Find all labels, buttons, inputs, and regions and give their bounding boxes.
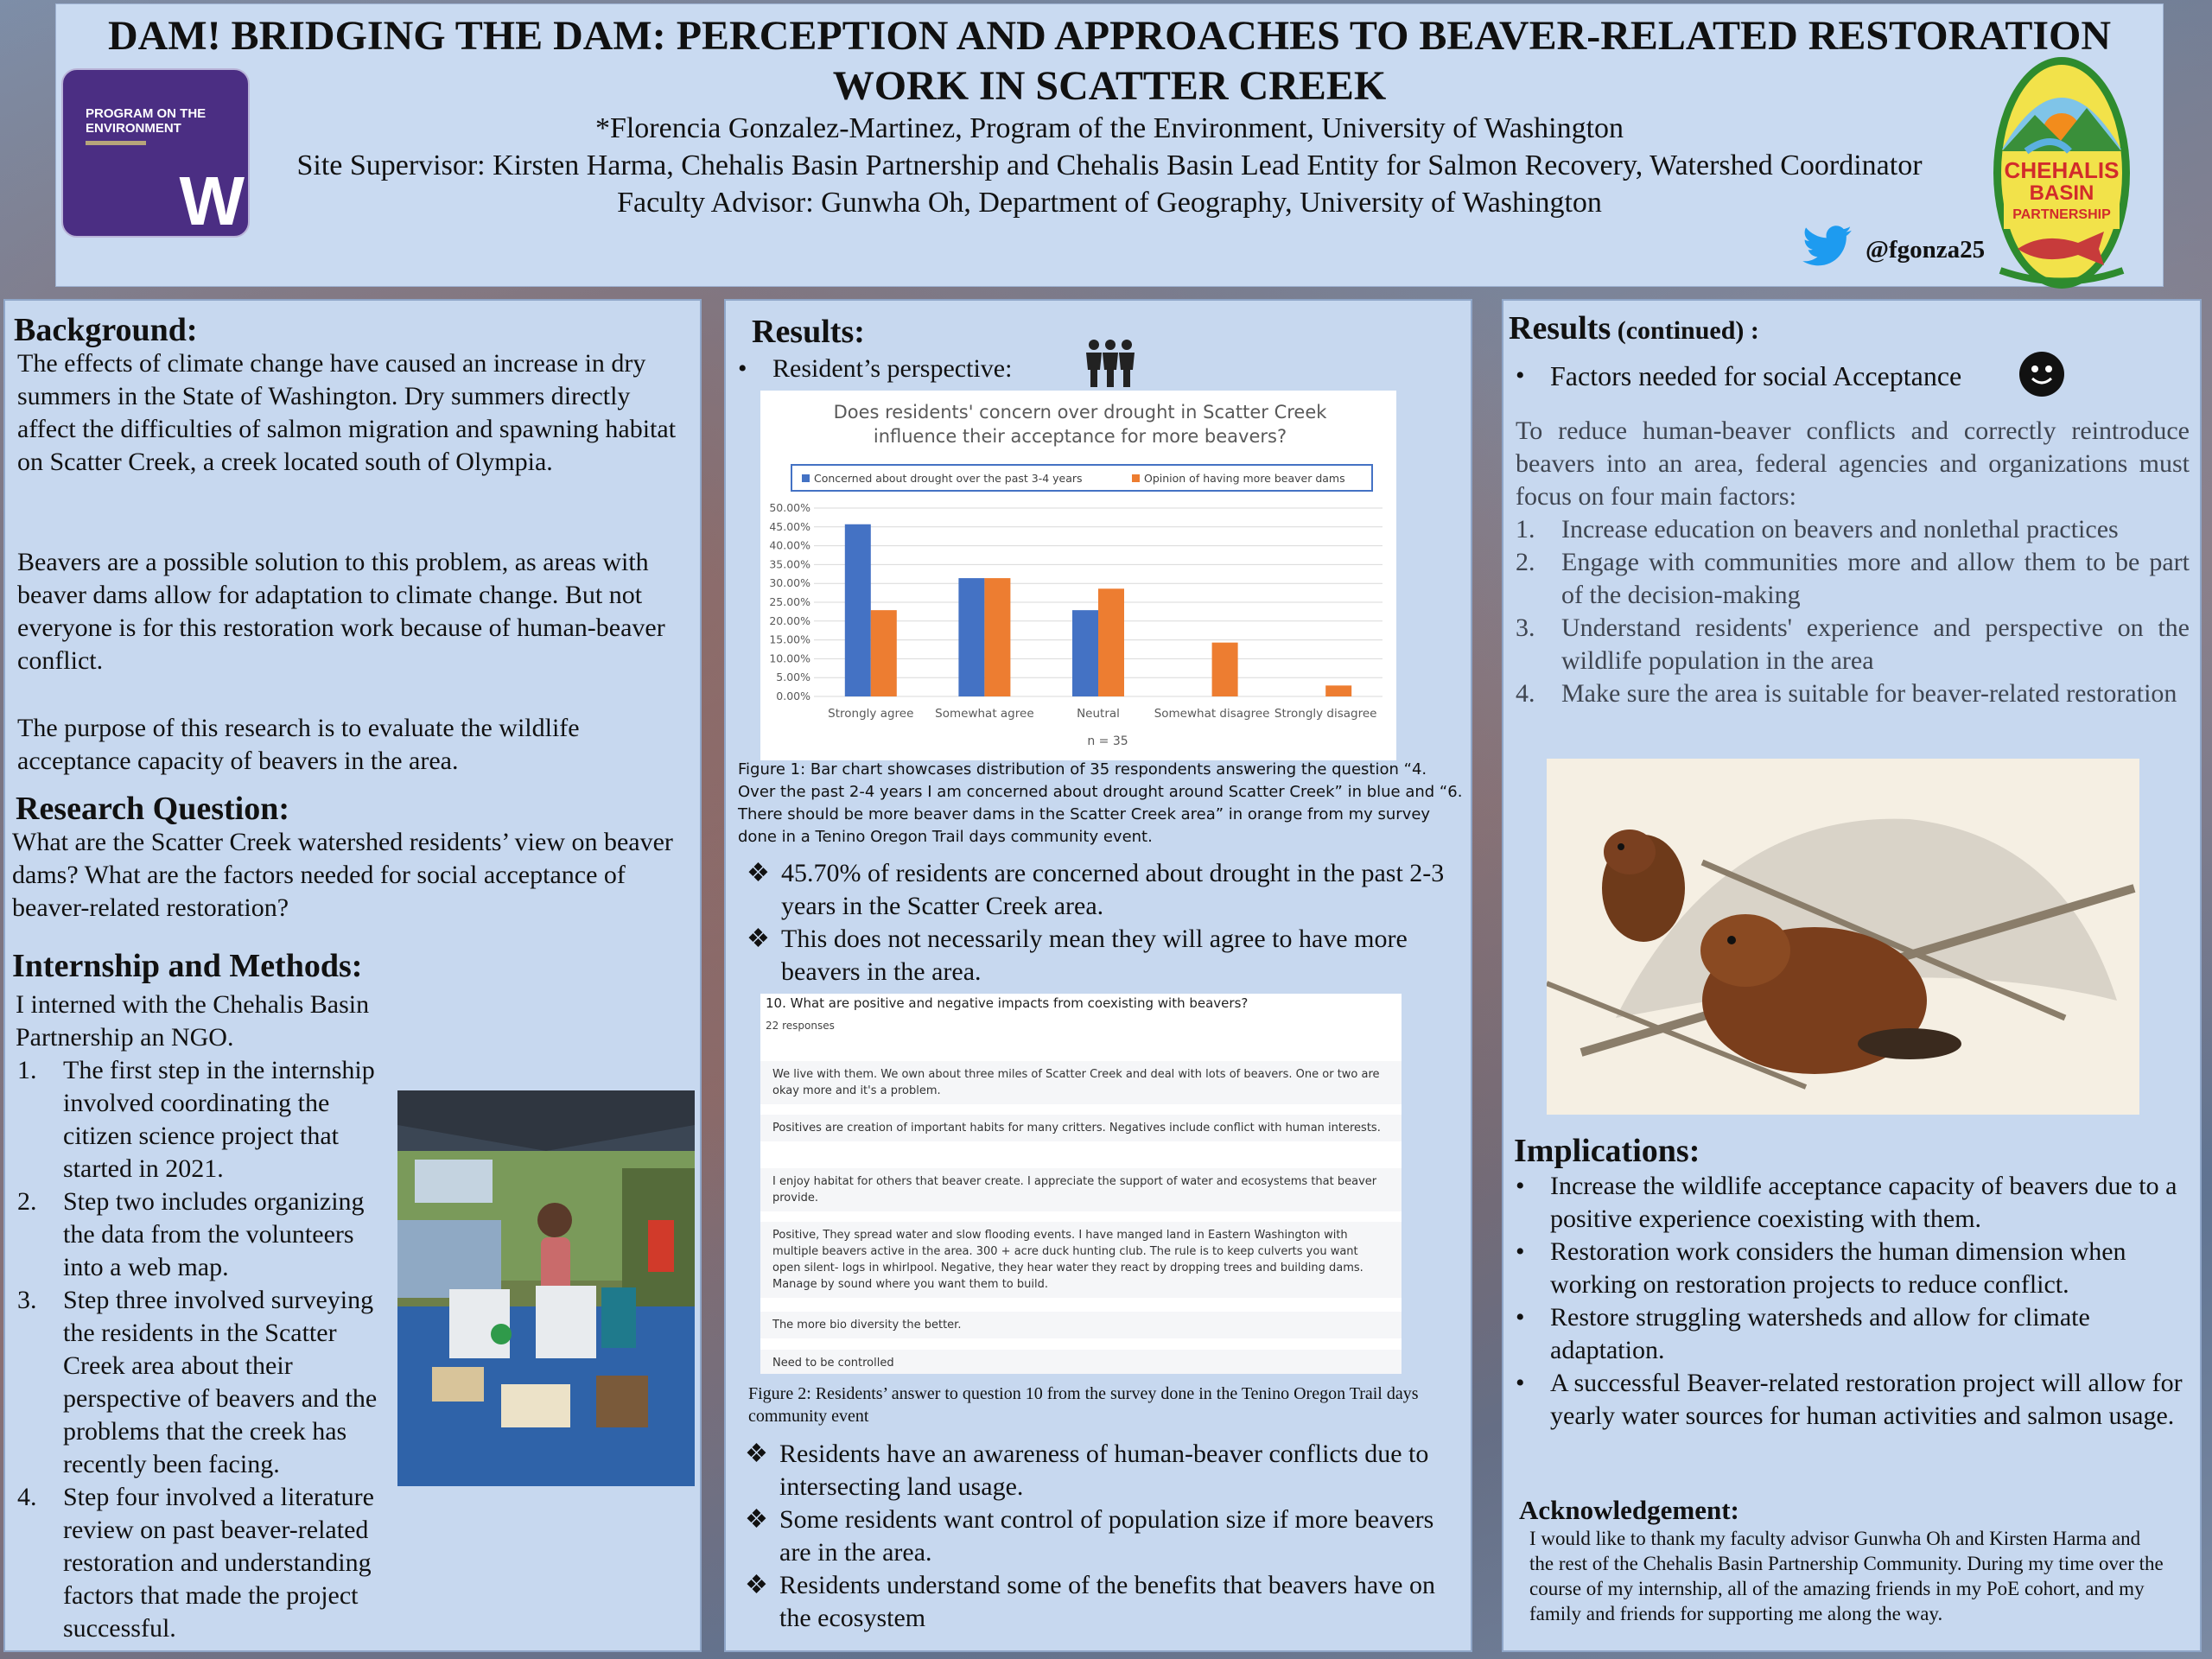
methods-heading: Internship and Methods: bbox=[12, 948, 363, 984]
poster-title-line1: DAM! BRIDGING THE DAM: PERCEPTION AND APPROACHES TO BEAVER-RELATED RESTORATION bbox=[107, 13, 2112, 59]
factors-bullet: • bbox=[1516, 361, 1525, 390]
survey-question: 10. What are positive and negative impacts from coexisting with beavers? bbox=[766, 995, 1249, 1011]
background-heading: Background: bbox=[14, 312, 198, 348]
uw-logo-text: PROGRAM ON THE ENVIRONMENT bbox=[86, 106, 207, 136]
methods-step: 3. Step three involved surveying the residents in the Scatter Creek area about their perspective of beavers and the problems that the creek has recently been facing. bbox=[17, 1286, 378, 1478]
chart-bar bbox=[845, 524, 871, 696]
finding-item: ❖ Residents have an awareness of human-beaver conflicts due to intersecting land usage. bbox=[745, 1440, 1429, 1501]
legend-swatch-blue bbox=[802, 474, 810, 482]
chehalis-basin-partnership-logo bbox=[1992, 54, 2132, 291]
uw-logo-bar bbox=[86, 141, 146, 145]
residents-perspective-label: Resident’s perspective: bbox=[772, 354, 1013, 383]
chart-x-tick: Somewhat agree bbox=[935, 707, 1034, 721]
implications-heading: Implications: bbox=[1514, 1133, 1700, 1169]
findings-list-2 bbox=[745, 1438, 1453, 1635]
research-question-text: What are the Scatter Creek watershed residents’ view on beaver dams? What are the factors needed for social acceptance of beaver-related restoration? bbox=[12, 828, 673, 922]
legend-swatch-orange bbox=[1132, 474, 1140, 482]
poster-title-line2: WORK IN SCATTER CREEK bbox=[832, 63, 1387, 109]
implication-item: • Increase the wildlife acceptance capacity of beavers due to a positive experience coexisting with them. bbox=[1516, 1172, 2177, 1233]
legend-label-drought: Concerned about drought over the past 3-4 years bbox=[814, 472, 1083, 485]
finding-item: ❖ 45.70% of residents are concerned about drought in the past 2-3 years in the Scatter Creek area. bbox=[747, 859, 1445, 920]
chart-y-tick: 5.00% bbox=[776, 671, 810, 684]
right-column bbox=[1502, 299, 2202, 1652]
smiley-face-icon bbox=[2018, 351, 2065, 397]
chart-title-line1: Does residents' concern over drought in Scatter Creek bbox=[833, 402, 1327, 423]
survey-response-count: 22 responses bbox=[766, 1020, 835, 1032]
chart-x-tick: Neutral bbox=[1077, 707, 1120, 721]
chart-y-tick: 45.00% bbox=[769, 519, 810, 533]
chart-title-line2: influence their acceptance for more beavers? bbox=[873, 426, 1287, 447]
chart-bars bbox=[845, 524, 1351, 696]
chart-y-tick: 10.00% bbox=[769, 652, 810, 665]
cbp-logo-text-2: BASIN bbox=[2029, 181, 2094, 205]
chart-bar bbox=[1072, 610, 1098, 696]
acknowledgement-heading: Acknowledgement: bbox=[1519, 1495, 1739, 1525]
survey-response: Positives are creation of important habits for many critters. Negatives include conflict with human interests. bbox=[760, 1115, 1402, 1141]
cbp-logo-text-1: CHEHALIS bbox=[2004, 157, 2120, 183]
implication-item: • Restore struggling watersheds and allow for climate adaptation. bbox=[1516, 1303, 2090, 1364]
internship-photo bbox=[397, 1090, 695, 1486]
chart-y-tick-labels bbox=[769, 501, 810, 702]
chart-x-tick: Somewhat disagree bbox=[1154, 707, 1270, 721]
chart-bar bbox=[958, 578, 984, 696]
findings-list-1 bbox=[747, 857, 1455, 988]
methods-step: 1. The first step in the internship involved coordinating the citizen science project that started in 2021. bbox=[17, 1056, 375, 1183]
survey-response: Positive, They spread water and slow flooding events. I have manged land in Eastern Washington with multiple beavers active in the area. 300 + acre duck hunting club. The rule is to keep culverts you want open silent- logs in whirlpool. Negative, they hear water they react by dropping trees and building dams. Manage by sound where you want them to build. bbox=[760, 1222, 1402, 1298]
research-question-heading: Research Question: bbox=[16, 791, 289, 827]
survey-response: The more bio diversity the better. bbox=[760, 1312, 1402, 1338]
survey-response: I enjoy habitat for others that beaver create. I appreciate the support of water and ecosystems that beaver provide. bbox=[760, 1168, 1402, 1211]
finding-item: ❖ This does not necessarily mean they will agree to have more beavers in the area. bbox=[747, 925, 1408, 986]
factors-list bbox=[1516, 513, 2190, 710]
chart-y-tick: 35.00% bbox=[769, 557, 810, 571]
left-column bbox=[3, 299, 702, 1652]
finding-item: ❖ Residents understand some of the benefits that beavers have on the ecosystem bbox=[745, 1571, 1435, 1632]
beaver-illustration bbox=[1547, 759, 2139, 1115]
cbp-logo-text-3: PARTNERSHIP bbox=[2012, 207, 2111, 222]
chart-x-tick-labels bbox=[828, 707, 1376, 721]
poster-header bbox=[55, 3, 2164, 287]
figure1-caption: Figure 1: Bar chart showcases distribution of 35 respondents answering the question “4. Over the past 2-4 years I am concerned about drought around Scatter Creek” in blue and “6. There should be more beaver dams in the Scatter Creek area” in orange from my survey done in a Tenino Oregon Trail days community event. bbox=[738, 760, 1463, 846]
background-paragraph-2: Beavers are a possible solution to this problem, as areas with beaver dams allow for adaptation to climate change. But not everyone is for this restoration work because of human-beaver conflict. bbox=[17, 548, 665, 675]
middle-column bbox=[724, 299, 1472, 1652]
chart-y-tick: 0.00% bbox=[776, 690, 810, 702]
factor-item: 1. Increase education on beavers and nonlethal practices bbox=[1516, 515, 2119, 543]
factor-item: 3. Understand residents' experience and perspective on the wildlife population in the area bbox=[1516, 613, 2190, 675]
background-paragraph-3: The purpose of this research is to evaluate the wildlife acceptance capacity of beavers in the area. bbox=[17, 714, 580, 775]
supervisor-line: Site Supervisor: Kirsten Harma, Chehalis Basin Partnership and Chehalis Basin Lead Entity for Salmon Recovery, Watershed Coordinator bbox=[296, 149, 1923, 181]
chart-y-tick: 25.00% bbox=[769, 595, 810, 608]
methods-steps bbox=[17, 1054, 397, 1645]
methods-step: 4. Step four involved a literature review on past beaver-related restoration and understanding factors that made the project successful. bbox=[17, 1483, 374, 1643]
results-bullet: • bbox=[738, 354, 747, 383]
chart-y-tick: 20.00% bbox=[769, 613, 810, 627]
implications-list bbox=[1516, 1170, 2198, 1433]
chart-bar bbox=[984, 578, 1010, 696]
background-paragraph-1: The effects of climate change have caused an increase in dry summers in the State of Washington. Dry summers directly affect the difficulties of salmon migration and spawning habitat on Scatter Creek, a creek located south of Olympia. bbox=[17, 349, 677, 476]
results-continued-heading: Results (continued) : bbox=[1509, 310, 1759, 346]
figure2-caption: Figure 2: Residents’ answer to question 10 from the survey done in the Tenino Oregon Trail days community event bbox=[748, 1384, 1419, 1426]
survey-responses-panel bbox=[760, 994, 1402, 1374]
chart-bar bbox=[1325, 685, 1351, 696]
author-line: *Florencia Gonzalez-Martinez, Program of the Environment, University of Washington bbox=[594, 112, 1624, 144]
chart-y-tick: 40.00% bbox=[769, 538, 810, 552]
people-icon bbox=[1084, 339, 1137, 389]
chart-x-label: n = 35 bbox=[1087, 734, 1128, 748]
twitter-handle: @fgonza25 bbox=[1866, 236, 1986, 264]
methods-intro: I interned with the Chehalis Basin Partnership an NGO. bbox=[16, 990, 370, 1052]
chart-x-tick: Strongly agree bbox=[828, 707, 914, 721]
chart-x-tick: Strongly disagree bbox=[1274, 707, 1377, 721]
chart-bar bbox=[1098, 588, 1124, 696]
advisor-line: Faculty Advisor: Gunwha Oh, Department of Geography, University of Washington bbox=[617, 187, 1602, 219]
poster-title bbox=[56, 11, 2163, 111]
chart-bar bbox=[1212, 643, 1238, 696]
chart-bar bbox=[871, 610, 897, 696]
chart-y-tick: 30.00% bbox=[769, 576, 810, 590]
survey-response: Need to be controlled bbox=[760, 1350, 1402, 1374]
factor-item: 2. Engage with communities more and allow them to be part of the decision-making bbox=[1516, 548, 2190, 609]
methods-step: 2. Step two includes organizing the data from the volunteers into a web map. bbox=[17, 1187, 365, 1281]
author-block bbox=[56, 110, 2163, 221]
uw-w-mark: W bbox=[179, 162, 245, 239]
survey-response: We live with them. We own about three miles of Scatter Creek and deal with lots of beavers. One or two are okay more and it's a problem. bbox=[760, 1061, 1402, 1104]
implication-item: • Restoration work considers the human dimension when working on restoration projects to reduce conflict. bbox=[1516, 1237, 2126, 1299]
figure1-bar-chart bbox=[760, 391, 1396, 760]
factor-item: 4. Make sure the area is suitable for beaver-related restoration bbox=[1516, 679, 2177, 708]
factors-subhead: Factors needed for social Acceptance bbox=[1550, 360, 1962, 391]
bar-chart-svg bbox=[760, 391, 1396, 760]
chart-y-tick: 50.00% bbox=[769, 501, 810, 514]
twitter-icon bbox=[1802, 226, 1853, 267]
factors-intro: To reduce human-beaver conflicts and correctly reintroduce beavers into an area, federal agencies and organizations must focus on four main factors: bbox=[1516, 416, 2190, 511]
results-heading: Results: bbox=[752, 314, 865, 350]
legend-label-beaver-dams: Opinion of having more beaver dams bbox=[1144, 472, 1345, 485]
implication-item: • A successful Beaver-related restoration project will allow for yearly water sources for human activities and salmon usage. bbox=[1516, 1369, 2183, 1430]
chart-y-tick: 15.00% bbox=[769, 632, 810, 646]
uw-logo bbox=[61, 68, 250, 238]
acknowledgement-text: I would like to thank my faculty advisor Gunwha Oh and Kirsten Harma and the rest of the Chehalis Basin Partnership Community. During my time over the course of my internship, all of the amazing friends in my PoE cohort, and my family and friends for supporting me along the way. bbox=[1529, 1528, 2164, 1624]
finding-item: ❖ Some residents want control of population size if more beavers are in the area. bbox=[745, 1505, 1434, 1567]
